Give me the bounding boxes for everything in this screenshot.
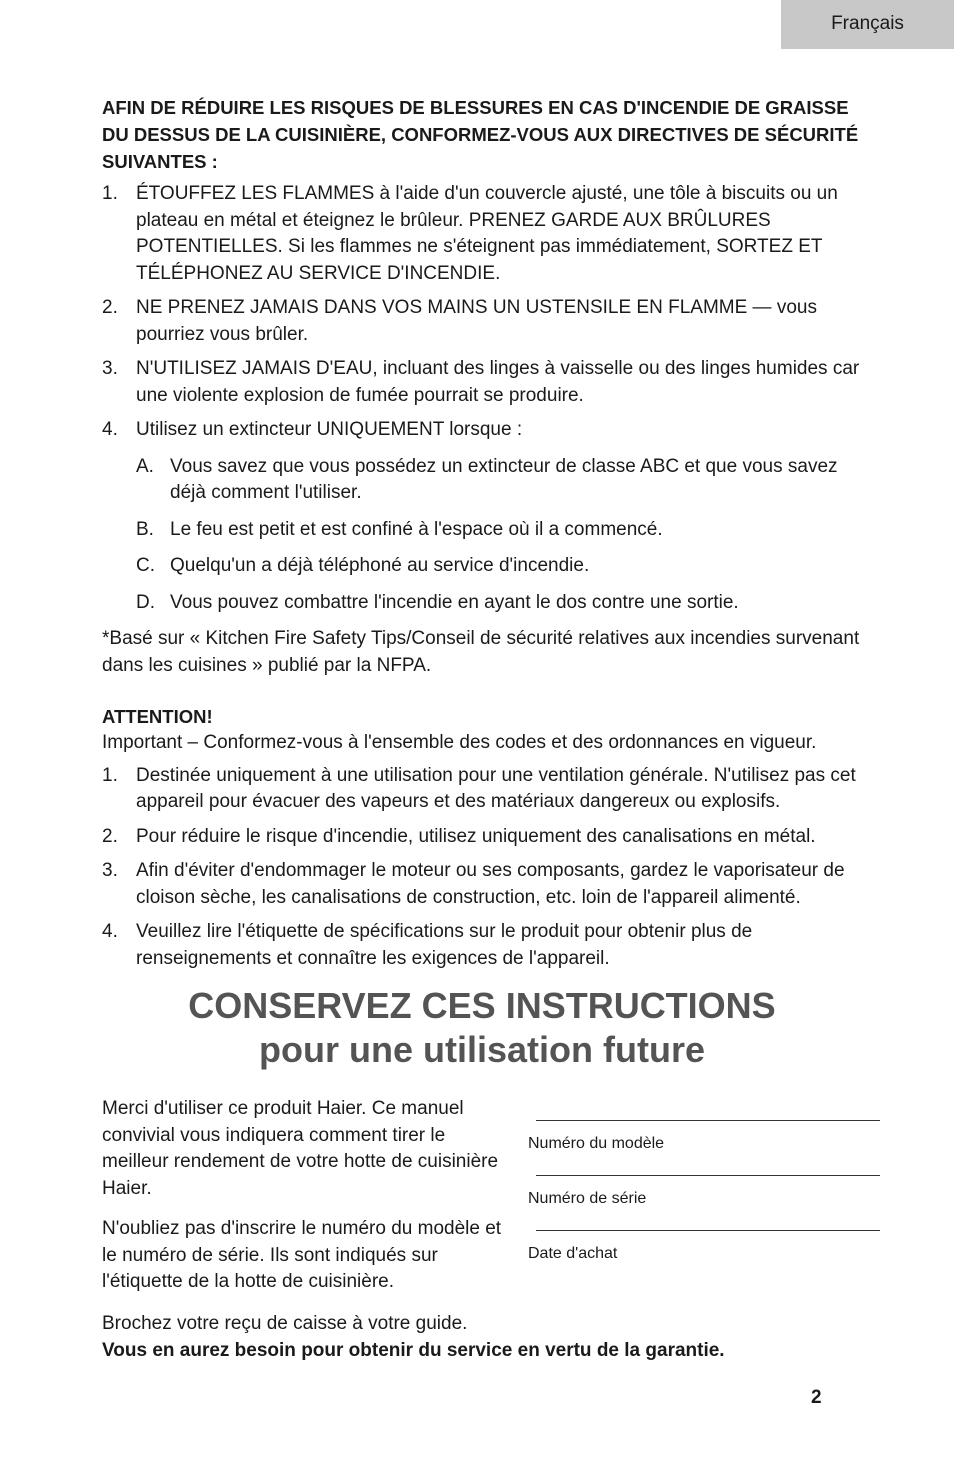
sub-item-letter: A. [136,455,154,477]
sub-item-text: Vous savez que vous possédez un extincteur de classe ABC et que vous savez déjà comment l'utiliser. [170,455,838,503]
sub-item-text: Quelqu'un a déjà téléphoné au service d'incendie. [170,555,590,576]
record-numbers-paragraph: N'oubliez pas d'inscrire le numéro du modèle et le numéro de série. Ils sont indiqués sur l'étiquette de la hotte de cuisinière. [102,1218,502,1292]
serial-number-field [528,1175,880,1210]
language-tab [781,0,954,49]
attention-list [102,763,862,973]
save-instructions-heading [102,984,862,1072]
item-number: 4. [102,921,118,942]
item-number: 2. [102,825,118,847]
staple-receipt-text: Brochez votre reçu de caisse à votre guide. [102,1313,468,1334]
grease-fire-list [102,181,862,616]
item-text: Destinée uniquement à une utilisation pour une ventilation générale. N'utilisez pas cet appareil pour évacuer des vapeurs et des matériaux dangereux ou explosifs. [136,764,856,812]
list-item [102,295,862,348]
list-item [102,356,862,409]
attention-title: ATTENTION! [102,706,213,727]
item-number: 1. [102,183,118,204]
list-item [102,763,862,816]
item-text: ÉTOUFFEZ LES FLAMMES à l'aide d'un couvercle ajusté, une tôle à biscuits ou un plateau en métal et éteignez le brûleur. PRENEZ GARDE AUX BRÛLURES POTENTIELLES. Si les flammes ne s'éteignent pas immédiatement, SORTEZ ET TÉLÉPHONEZ AU SERVICE D'INCENDIE. [136,183,838,284]
item-text: Pour réduire le risque d'incendie, utilisez uniquement des canalisations en métal. [136,825,816,847]
model-number-line [536,1120,880,1133]
nfpa-footnote: *Basé sur « Kitchen Fire Safety Tips/Conseil de sécurité relatives aux incendies survenant dans les cuisines » publié par la NFPA. [102,628,860,676]
model-number-label: Numéro du modèle [528,1135,665,1152]
item-number: 1. [102,764,118,786]
receipt-note [102,1311,902,1364]
warranty-service-note: Vous en aurez besoin pour obtenir du service en vertu de la garantie. [102,1339,725,1361]
sub-list-item [102,517,862,544]
purchase-date-label: Date d'achat [528,1245,618,1262]
sub-item-letter: B. [136,518,154,540]
item-number: 4. [102,419,118,440]
item-text: Utilisez un extincteur UNIQUEMENT lorsque : [136,419,523,440]
thanks-section [102,1096,502,1310]
sub-item-letter: D. [136,591,155,613]
item-text: NE PRENEZ JAMAIS DANS VOS MAINS UN USTENSILE EN FLAMME — vous pourriez vous brûler. [136,297,817,345]
save-heading-line1: CONSERVEZ CES INSTRUCTIONS [188,985,776,1026]
item-number: 3. [102,358,118,379]
sub-item-text: Le feu est petit et est confiné à l'espace où il a commencé. [170,518,663,540]
sub-list-item [102,590,862,617]
registration-fields [528,1120,880,1285]
purchase-date-line [536,1230,880,1243]
sub-list-item [102,454,862,507]
sub-list-item [102,553,862,580]
page-number: 2 [811,1387,822,1408]
thanks-paragraph: Merci d'utiliser ce produit Haier. Ce manuel convivial vous indiquera comment tirer le meilleur rendement de votre hotte de cuisinière Haier. [102,1098,499,1199]
item-text: N'UTILISEZ JAMAIS D'EAU, incluant des linges à vaisselle ou des linges humides car une violente explosion de fumée pourrait se produire. [136,358,860,406]
attention-intro: Important – Conformez-vous à l'ensemble des codes et des ordonnances en vigueur. [102,732,817,753]
extinguisher-conditions-list [102,454,862,617]
serial-number-label: Numéro de série [528,1190,647,1207]
purchase-date-field [528,1230,880,1265]
item-text: Afin d'éviter d'endommager le moteur ou ses composants, gardez le vaporisateur de cloison sèche, les canalisations de construction, etc. loin de l'appareil alimenté. [136,860,845,908]
list-item [102,919,862,972]
list-item [102,181,862,287]
page-content [102,94,862,1072]
serial-number-line [536,1175,880,1188]
item-number: 2. [102,297,118,318]
language-label: Français [831,13,904,35]
item-text: Veuillez lire l'étiquette de spécifications sur le produit pour obtenir plus de renseignements et connaître les exigences de l'appareil. [136,921,753,969]
list-item [102,824,862,851]
model-number-field [528,1120,880,1155]
list-item [102,417,862,616]
sub-item-text: Vous pouvez combattre l'incendie en ayant le dos contre une sortie. [170,591,739,613]
sub-item-letter: C. [136,555,155,576]
save-heading-line2: pour une utilisation future [259,1029,705,1070]
grease-fire-title: AFIN DE RÉDUIRE LES RISQUES DE BLESSURES EN CAS D'INCENDIE DE GRAISSE DU DESSUS DE LA CUISINIÈRE, CONFORMEZ-VOUS AUX DIRECTIVES DE SÉCURITÉ SUIVANTES : [102,97,859,172]
item-number: 3. [102,860,118,881]
list-item [102,858,862,911]
